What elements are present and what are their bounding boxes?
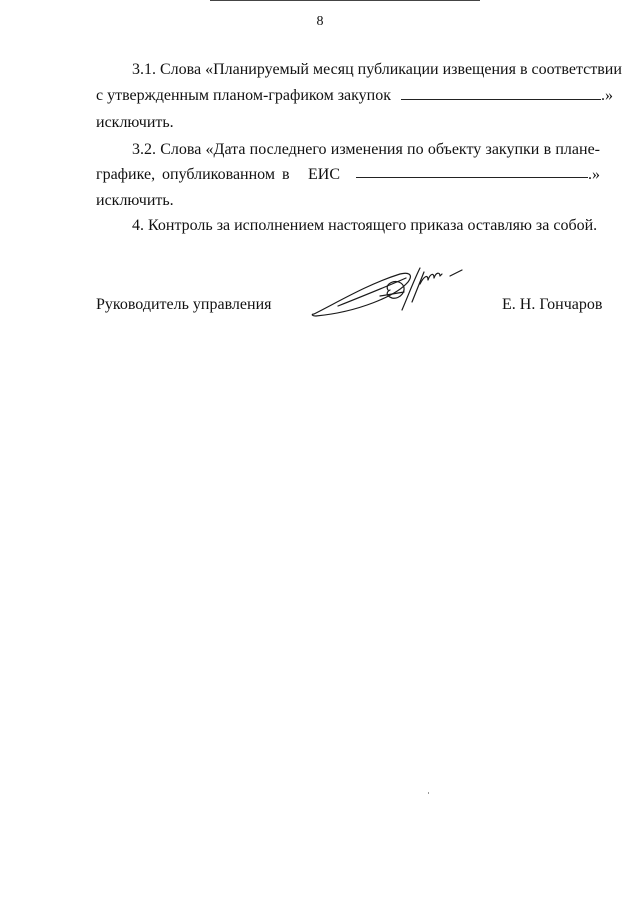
blank-line	[356, 167, 588, 178]
top-rule	[210, 0, 480, 1]
page-number: 8	[316, 14, 324, 29]
handwritten-signature	[308, 262, 478, 324]
word: в	[282, 166, 290, 183]
word: графике,	[96, 166, 156, 183]
clause-4: 4. Контроль за исполнением настоящего приказа оставляю за собой.	[132, 217, 598, 234]
clause-3-1-line-1: 3.1. Слова «Планируемый месяц публикации извещения в соответствии	[132, 61, 622, 78]
blank-line	[401, 89, 601, 100]
clause-3-2-line-1: 3.2. Слова «Дата последнего изменения по объекту закупки в плане-	[132, 141, 600, 158]
clause-3-1-line-2-text: с утвержденным планом-графиком закупок	[96, 87, 391, 104]
closing-quote: .»	[588, 166, 600, 183]
scan-speck	[428, 792, 429, 794]
word: ЕИС	[308, 166, 340, 183]
signatory-name: Е. Н. Гончаров	[502, 296, 603, 313]
clause-3-2-line-3: исключить.	[96, 192, 174, 209]
clause-3-1-line-2	[96, 87, 613, 104]
signatory-position: Руководитель управления	[96, 296, 272, 313]
word: опубликованном	[162, 166, 275, 183]
closing-quote: .»	[601, 87, 613, 104]
clause-3-1-line-3: исключить.	[96, 114, 174, 131]
